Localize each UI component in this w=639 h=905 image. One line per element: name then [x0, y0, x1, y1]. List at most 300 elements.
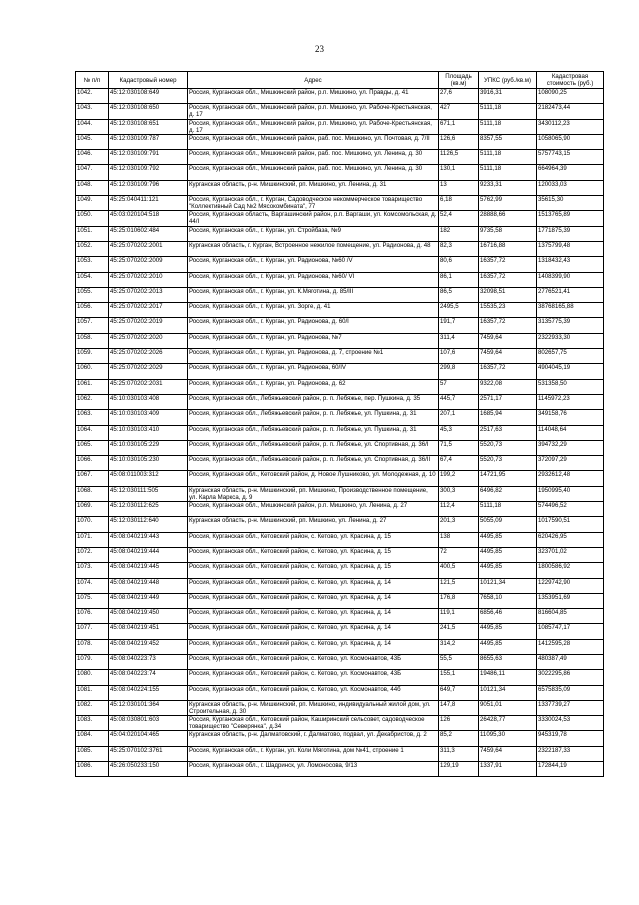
cell-num: 1063. [76, 410, 109, 425]
table-body [76, 89, 604, 777]
table-row [76, 180, 604, 195]
cell-cadastral-cost: 2776521,41 [537, 287, 604, 302]
cell-num: 1084. [76, 731, 109, 746]
header-address: Адрес [188, 72, 439, 89]
cell-cadastral-number: 45:25:070202:2009 [109, 257, 188, 272]
cell-area: 199,2 [439, 471, 479, 486]
table-row [76, 578, 604, 593]
cell-cadastral-cost: 574496,52 [537, 502, 604, 517]
cell-cadastral-number: 45:12:030108:651 [109, 119, 188, 134]
cell-upks: 7459,64 [479, 333, 537, 348]
cell-cadastral-cost: 2322933,30 [537, 333, 604, 348]
cell-upks: 16357,72 [479, 364, 537, 379]
cell-address: Россия, Курганская обл., Лебяжьевский район, р. п. Лебяжье, ул. Пушкина, д. 31 [188, 410, 439, 425]
cell-address: Россия, Курганская обл., Кетовский район, с. Кетово, ул. Космонавтов, 44б [188, 685, 439, 700]
cell-address: Россия, Курганская обл., г. Курган, ул. Радионова, д. 60/I [188, 318, 439, 333]
table-row [76, 410, 604, 425]
cell-cadastral-cost: 2182473,44 [537, 104, 604, 119]
cell-cadastral-cost: 120033,03 [537, 180, 604, 195]
table-row [76, 241, 604, 256]
header-num: № п/п [76, 72, 109, 89]
cell-address: Россия, Курганская обл., г. Курган, ул. Радионова, №7 [188, 333, 439, 348]
cell-upks: 16357,72 [479, 257, 537, 272]
cell-area: 13 [439, 180, 479, 195]
cell-cadastral-number: 45:25:070202:2026 [109, 349, 188, 364]
cell-cadastral-cost: 531358,50 [537, 379, 604, 394]
cell-address: Россия, Курганская обл., Кетовский район, Каширинский сельсовет, садоводческое товарищество "Северянка", д.34 [188, 716, 439, 731]
table-row [76, 609, 604, 624]
cell-upks: 8655,63 [479, 654, 537, 669]
cell-num: 1079. [76, 654, 109, 669]
table-row [76, 517, 604, 532]
cell-address: Россия, Курганская обл., Кетовский район, с. Кетово, ул. Красина, д. 14 [188, 609, 439, 624]
table-row [76, 563, 604, 578]
cell-upks: 9233,31 [479, 180, 537, 195]
cell-upks: 9051,01 [479, 700, 537, 715]
cell-area: 45,3 [439, 425, 479, 440]
cell-cadastral-cost: 664964,39 [537, 165, 604, 180]
cell-cadastral-cost: 1085747,17 [537, 624, 604, 639]
cell-cadastral-cost: 1771875,39 [537, 226, 604, 241]
cell-area: 311,4 [439, 333, 479, 348]
cell-num: 1046. [76, 150, 109, 165]
cell-cadastral-cost: 108090,25 [537, 89, 604, 104]
cell-area: 6,18 [439, 196, 479, 211]
table-row [76, 104, 604, 119]
table-row [76, 593, 604, 608]
cell-num: 1069. [76, 502, 109, 517]
table-row [76, 440, 604, 455]
cell-upks: 1337,91 [479, 762, 537, 777]
cell-area: 57 [439, 379, 479, 394]
cadastral-value-table [75, 71, 604, 777]
table-row [76, 165, 604, 180]
cell-cadastral-number: 45:08:040219:449 [109, 593, 188, 608]
cell-cadastral-number: 45:08:040224:155 [109, 685, 188, 700]
cell-num: 1070. [76, 517, 109, 532]
cell-num: 1054. [76, 272, 109, 287]
table-row [76, 379, 604, 394]
cell-address: Россия, Курганская обл., Мишкинский район, р.п. Мишкино, ул. Правды, д. 41 [188, 89, 439, 104]
cell-cadastral-number: 45:25:070202:2017 [109, 303, 188, 318]
table-header-row [76, 72, 604, 89]
cell-cadastral-number: 45:12:030109:791 [109, 150, 188, 165]
cell-area: 182 [439, 226, 479, 241]
cell-upks: 4495,85 [479, 563, 537, 578]
cell-address: Курганская область, р-н. Мишкинский, рп. Мишкино, ул. Ленина, д. 31 [188, 180, 439, 195]
cell-num: 1048. [76, 180, 109, 195]
cell-cadastral-number: 45:10:030103:408 [109, 394, 188, 409]
cell-cadastral-cost: 1353951,69 [537, 593, 604, 608]
cell-address: Россия, Курганская обл., г. Курган, ул. К.Мяготина, д. 85/III [188, 287, 439, 302]
cell-address: Россия, Курганская обл., Кетовский район, с. Кетово, ул. Красина, д. 15 [188, 547, 439, 562]
cell-cadastral-number: 45:26:050233:150 [109, 762, 188, 777]
cell-cadastral-number: 45:25:070102:3761 [109, 746, 188, 761]
cell-cadastral-cost: 802657,75 [537, 349, 604, 364]
cell-area: 85,2 [439, 731, 479, 746]
cell-address: Россия, Курганская обл., Кетовский район, д. Новое Лушниково, ул. Молодежная, д. 10 [188, 471, 439, 486]
cell-address: Россия, Курганская обл., Лебяжьевский район, р. п. Лебяжье, ул. Спортивная, д. 36/II [188, 456, 439, 471]
cell-cadastral-number: 45:12:030109:787 [109, 134, 188, 149]
cell-cadastral-number: 45:10:030103:410 [109, 425, 188, 440]
cell-address: Курганская область, р-н. Мишкинский, рп. Мишкино, ул. Ленина, д. 27 [188, 517, 439, 532]
cell-cadastral-cost: 1145972,23 [537, 394, 604, 409]
cell-upks: 4495,85 [479, 532, 537, 547]
cell-cadastral-cost: 3330024,53 [537, 716, 604, 731]
cell-cadastral-number: 45:08:030801:603 [109, 716, 188, 731]
cell-cadastral-number: 45:12:030108:650 [109, 104, 188, 119]
table-row [76, 150, 604, 165]
cell-cadastral-number: 45:04:020104:465 [109, 731, 188, 746]
cell-cadastral-number: 45:25:070202:2029 [109, 364, 188, 379]
cell-area: 241,5 [439, 624, 479, 639]
table-row [76, 456, 604, 471]
cell-area: 126 [439, 716, 479, 731]
cell-upks: 11095,30 [479, 731, 537, 746]
table-row [76, 333, 604, 348]
cell-num: 1042. [76, 89, 109, 104]
cell-upks: 2571,17 [479, 394, 537, 409]
cell-cadastral-cost: 172844,19 [537, 762, 604, 777]
cell-cadastral-cost: 1058065,90 [537, 134, 604, 149]
cell-area: 207,1 [439, 410, 479, 425]
cell-area: 427 [439, 104, 479, 119]
cell-num: 1052. [76, 241, 109, 256]
cell-address: Россия, Курганская обл., Кетовский район, с. Кетово, ул. Космонавтов, 43Б [188, 654, 439, 669]
cell-cadastral-cost: 620426,95 [537, 532, 604, 547]
cell-address: Курганская область, р-н. Далматовский, г. Далматово, подвал, ул. Декабристов, д. 2 [188, 731, 439, 746]
cell-area: 130,1 [439, 165, 479, 180]
cell-upks: 16357,72 [479, 272, 537, 287]
cell-cadastral-number: 45:25:070202:2013 [109, 287, 188, 302]
table-row [76, 762, 604, 777]
table-row [76, 196, 604, 211]
cell-upks: 2517,63 [479, 425, 537, 440]
cell-upks: 4495,85 [479, 639, 537, 654]
cell-address: Россия, Курганская обл., Кетовский район, с. Кетово, ул. Красина, д. 15 [188, 563, 439, 578]
cell-cadastral-cost: 38768165,88 [537, 303, 604, 318]
cell-cadastral-number: 45:12:030108:649 [109, 89, 188, 104]
header-upks: УПКС (руб./кв.м) [479, 72, 537, 89]
header-cadastral-cost: Кадастровая стоимость (руб.) [537, 72, 604, 89]
cell-upks: 5111,18 [479, 502, 537, 517]
table-row [76, 349, 604, 364]
table-row [76, 547, 604, 562]
cell-area: 400,5 [439, 563, 479, 578]
cell-cadastral-number: 45:08:040223:74 [109, 670, 188, 685]
table-row [76, 654, 604, 669]
cell-area: 67,4 [439, 456, 479, 471]
cell-num: 1075. [76, 593, 109, 608]
cell-cadastral-cost: 1800586,92 [537, 563, 604, 578]
cell-cadastral-cost: 3135775,39 [537, 318, 604, 333]
table-row [76, 303, 604, 318]
cell-area: 2495,5 [439, 303, 479, 318]
table-row [76, 685, 604, 700]
cell-cadastral-cost: 114048,64 [537, 425, 604, 440]
table-row [76, 486, 604, 501]
cell-cadastral-number: 45:12:030112:625 [109, 502, 188, 517]
cell-upks: 6496,82 [479, 486, 537, 501]
cell-address: Россия, Курганская обл., г. Курган, ул. Радионова, №60 /V [188, 257, 439, 272]
table-row [76, 716, 604, 731]
cell-num: 1086. [76, 762, 109, 777]
cell-area: 86,5 [439, 287, 479, 302]
cell-upks: 3916,31 [479, 89, 537, 104]
cell-address: Россия, Курганская обл., Кетовский район, с. Кетово, ул. Красина, д. 15 [188, 532, 439, 547]
cell-area: 121,5 [439, 578, 479, 593]
cell-address: Россия, Курганская обл., Лебяжьевский район, р. п. Лебяжье, ул. Пушкина, д. 31 [188, 425, 439, 440]
cell-cadastral-cost: 1229742,90 [537, 578, 604, 593]
cell-cadastral-cost: 394732,29 [537, 440, 604, 455]
cell-upks: 5520,73 [479, 456, 537, 471]
cell-cadastral-number: 45:08:040219:444 [109, 547, 188, 562]
cell-address: Россия, Курганская обл., г. Курган, ул. Радионова, 60/IV [188, 364, 439, 379]
cell-num: 1055. [76, 287, 109, 302]
cell-upks: 10121,34 [479, 685, 537, 700]
cell-upks: 16716,88 [479, 241, 537, 256]
table-row [76, 639, 604, 654]
cell-num: 1051. [76, 226, 109, 241]
cell-area: 191,7 [439, 318, 479, 333]
cell-upks: 9322,08 [479, 379, 537, 394]
cell-address: Россия, Курганская обл., Кетовский район, с. Кетово, ул. Космонавтов, 43Б [188, 670, 439, 685]
cell-num: 1076. [76, 609, 109, 624]
cell-address: Россия, Курганская обл., Мишкинский район, р.п. Мишкино, ул. Ленина, д. 27 [188, 502, 439, 517]
cell-cadastral-number: 45:08:011003:312 [109, 471, 188, 486]
cell-upks: 4495,85 [479, 624, 537, 639]
table-row [76, 257, 604, 272]
cell-upks: 5520,73 [479, 440, 537, 455]
cell-cadastral-cost: 1513765,89 [537, 211, 604, 226]
cell-area: 112,4 [439, 502, 479, 517]
cell-address: Россия, Курганская обл., г. Курган, ул. Радионова, д. 7, строение №1 [188, 349, 439, 364]
cell-area: 71,5 [439, 440, 479, 455]
cell-cadastral-number: 45:25:070202:2031 [109, 379, 188, 394]
cell-address: Курганская область, р-н. Мишкинский, рп. Мишкино, Производственное помещение, ул. Карла Маркса, д. 9 [188, 486, 439, 501]
table-row [76, 119, 604, 134]
table-row [76, 624, 604, 639]
cell-num: 1073. [76, 563, 109, 578]
table-row [76, 731, 604, 746]
cell-area: 80,6 [439, 257, 479, 272]
cell-num: 1067. [76, 471, 109, 486]
cell-num: 1078. [76, 639, 109, 654]
cell-cadastral-cost: 1950995,40 [537, 486, 604, 501]
cell-cadastral-cost: 349158,76 [537, 410, 604, 425]
cell-cadastral-cost: 1017590,51 [537, 517, 604, 532]
cell-cadastral-cost: 1375799,48 [537, 241, 604, 256]
cell-num: 1044. [76, 119, 109, 134]
cell-cadastral-number: 45:25:070202:2001 [109, 241, 188, 256]
cell-cadastral-number: 45:25:070202:2010 [109, 272, 188, 287]
page-number: 23 [315, 44, 324, 54]
cell-num: 1057. [76, 318, 109, 333]
cell-address: Россия, Курганская обл., Кетовский район, с. Кетово, ул. Красина, д. 14 [188, 624, 439, 639]
cell-num: 1082. [76, 700, 109, 715]
cell-upks: 5111,18 [479, 165, 537, 180]
cell-num: 1085. [76, 746, 109, 761]
cell-address: Россия, Курганская область, Варгашинский район, р.п. Варгаши, ул. Комсомольская, д. 44/I [188, 211, 439, 226]
cell-upks: 5111,18 [479, 119, 537, 134]
cell-upks: 26428,77 [479, 716, 537, 731]
cell-area: 119,1 [439, 609, 479, 624]
cell-cadastral-cost: 6575835,09 [537, 685, 604, 700]
cell-area: 138 [439, 532, 479, 547]
cell-address: Россия, Курганская обл., г. Шадринск, ул. Ломоносова, 9/13 [188, 762, 439, 777]
cell-upks: 19486,11 [479, 670, 537, 685]
cell-upks: 5762,99 [479, 196, 537, 211]
cell-address: Россия, Курганская обл., г. Курган, ул. Радионова, д. 62 [188, 379, 439, 394]
cell-address: Россия, Курганская обл., Кетовский район, с. Кетово, ул. Красина, д. 14 [188, 578, 439, 593]
cell-area: 27,6 [439, 89, 479, 104]
cell-num: 1074. [76, 578, 109, 593]
header-cadastral-number: Кадастровый номер [109, 72, 188, 89]
cell-cadastral-cost: 323701,02 [537, 547, 604, 562]
table-row [76, 700, 604, 715]
cell-cadastral-cost: 372097,29 [537, 456, 604, 471]
cell-cadastral-cost: 945319,78 [537, 731, 604, 746]
table-row [76, 272, 604, 287]
cell-num: 1053. [76, 257, 109, 272]
cell-cadastral-number: 45:12:030109:792 [109, 165, 188, 180]
cell-upks: 7459,64 [479, 746, 537, 761]
cell-cadastral-cost: 1408399,90 [537, 272, 604, 287]
cell-area: 86,1 [439, 272, 479, 287]
cell-cadastral-cost: 2322187,33 [537, 746, 604, 761]
cell-cadastral-number: 45:08:040219:448 [109, 578, 188, 593]
cell-address: Россия, Курганская обл., г. Курган, ул. Зорге, д. 41 [188, 303, 439, 318]
cell-address: Курганская область, р-н. Мишкинский, рп. Мишкино, индивидуальный жилой дом, ул. Строительная, д. 30 [188, 700, 439, 715]
cell-area: 314,2 [439, 639, 479, 654]
cell-area: 147,8 [439, 700, 479, 715]
cell-area: 445,7 [439, 394, 479, 409]
table-row [76, 425, 604, 440]
cell-area: 82,3 [439, 241, 479, 256]
cell-num: 1045. [76, 134, 109, 149]
cell-area: 299,8 [439, 364, 479, 379]
cell-cadastral-number: 45:12:030111:505 [109, 486, 188, 501]
cell-num: 1081. [76, 685, 109, 700]
cell-cadastral-number: 45:10:030105:230 [109, 456, 188, 471]
cell-num: 1064. [76, 425, 109, 440]
cell-cadastral-cost: 3430112,23 [537, 119, 604, 134]
cell-cadastral-number: 45:12:030112:640 [109, 517, 188, 532]
cell-cadastral-number: 45:08:040219:452 [109, 639, 188, 654]
cell-area: 311,3 [439, 746, 479, 761]
cell-area: 55,5 [439, 654, 479, 669]
cell-address: Россия, Курганская обл., г. Курган, Садоводческое некоммерческое товарищество "Коллективный Сад №2 Мясокомбината", 77 [188, 196, 439, 211]
cell-upks: 28888,66 [479, 211, 537, 226]
cell-cadastral-number: 45:25:010602:484 [109, 226, 188, 241]
cell-cadastral-number: 45:10:030105:229 [109, 440, 188, 455]
cell-upks: 5111,18 [479, 104, 537, 119]
cell-num: 1083. [76, 716, 109, 731]
cell-upks: 32098,51 [479, 287, 537, 302]
cell-address: Курганская область, г. Курган, Встроенное нежилое помещение, ул. Радионова, д. 48 [188, 241, 439, 256]
cell-upks: 16357,72 [479, 318, 537, 333]
cell-area: 72 [439, 547, 479, 562]
table-row [76, 502, 604, 517]
cell-cadastral-cost: 2932612,48 [537, 471, 604, 486]
cell-cadastral-cost: 5757743,15 [537, 150, 604, 165]
cell-num: 1071. [76, 532, 109, 547]
cell-area: 155,1 [439, 670, 479, 685]
cell-area: 1126,5 [439, 150, 479, 165]
cell-area: 671,1 [439, 119, 479, 134]
cell-cadastral-number: 45:08:040219:443 [109, 532, 188, 547]
table-row [76, 532, 604, 547]
cell-area: 107,6 [439, 349, 479, 364]
cell-num: 1060. [76, 364, 109, 379]
cell-area: 201,3 [439, 517, 479, 532]
table-row [76, 89, 604, 104]
table-row [76, 134, 604, 149]
table-row [76, 318, 604, 333]
cell-cadastral-number: 45:12:030101:364 [109, 700, 188, 715]
cell-cadastral-number: 45:08:040219:451 [109, 624, 188, 639]
table-row [76, 746, 604, 761]
cell-cadastral-cost: 480387,49 [537, 654, 604, 669]
cell-num: 1050. [76, 211, 109, 226]
table-row [76, 471, 604, 486]
cell-address: Россия, Курганская обл., Мишкинский район, р.п. Мишкино, ул. Рабоче-Крестьянская, д. 17 [188, 119, 439, 134]
cell-address: Россия, Курганская обл., г. Курган, ул. Стройбаза, №9 [188, 226, 439, 241]
table-row [76, 394, 604, 409]
cell-cadastral-number: 45:25:070202:2020 [109, 333, 188, 348]
cell-area: 176,8 [439, 593, 479, 608]
table-row [76, 287, 604, 302]
cell-cadastral-cost: 816604,85 [537, 609, 604, 624]
cell-area: 126,6 [439, 134, 479, 149]
cell-cadastral-cost: 35615,30 [537, 196, 604, 211]
table-row [76, 211, 604, 226]
cell-area: 649,7 [439, 685, 479, 700]
cell-upks: 6856,46 [479, 609, 537, 624]
cell-cadastral-cost: 1412595,28 [537, 639, 604, 654]
cell-upks: 10121,34 [479, 578, 537, 593]
cell-cadastral-cost: 1318432,43 [537, 257, 604, 272]
cell-upks: 7459,64 [479, 349, 537, 364]
table-row [76, 364, 604, 379]
cell-area: 129,19 [439, 762, 479, 777]
cell-num: 1065. [76, 440, 109, 455]
cell-upks: 15535,23 [479, 303, 537, 318]
cell-cadastral-cost: 1337739,27 [537, 700, 604, 715]
cell-address: Россия, Курганская обл., Мишкинский район, раб. пос. Мишкино, ул. Ленина, д. 30 [188, 150, 439, 165]
cell-address: Россия, Курганская обл., г. Курган, ул. Коли Мяготина, дом №41, строение 1 [188, 746, 439, 761]
cell-address: Россия, Курганская обл., г. Курган, ул. Радионова, №60/ VI [188, 272, 439, 287]
cell-upks: 8357,55 [479, 134, 537, 149]
cell-num: 1043. [76, 104, 109, 119]
cell-num: 1058. [76, 333, 109, 348]
cell-upks: 4495,85 [479, 547, 537, 562]
cell-cadastral-number: 45:03:020104:518 [109, 211, 188, 226]
header-area: Площадь (кв.м) [439, 72, 479, 89]
cell-area: 300,3 [439, 486, 479, 501]
cell-num: 1072. [76, 547, 109, 562]
cell-address: Россия, Курганская обл., Мишкинский район, раб. пос. Мишкино, ул. Ленина, д. 30 [188, 165, 439, 180]
table-row [76, 226, 604, 241]
cell-address: Россия, Курганская обл., Кетовский район, с. Кетово, ул. Красина, д. 14 [188, 593, 439, 608]
cell-num: 1049. [76, 196, 109, 211]
cell-cadastral-number: 45:08:040223:73 [109, 654, 188, 669]
cell-cadastral-number: 45:25:070202:2019 [109, 318, 188, 333]
cell-address: Россия, Курганская обл., Лебяжьевский район, р. п. Лебяжье, ул. Спортивная, д. 36/I [188, 440, 439, 455]
cell-address: Россия, Курганская обл., Мишкинский район, р.п. Мишкино, ул. Рабоче-Крестьянская, д. 17 [188, 104, 439, 119]
table-row [76, 670, 604, 685]
cell-upks: 9735,58 [479, 226, 537, 241]
